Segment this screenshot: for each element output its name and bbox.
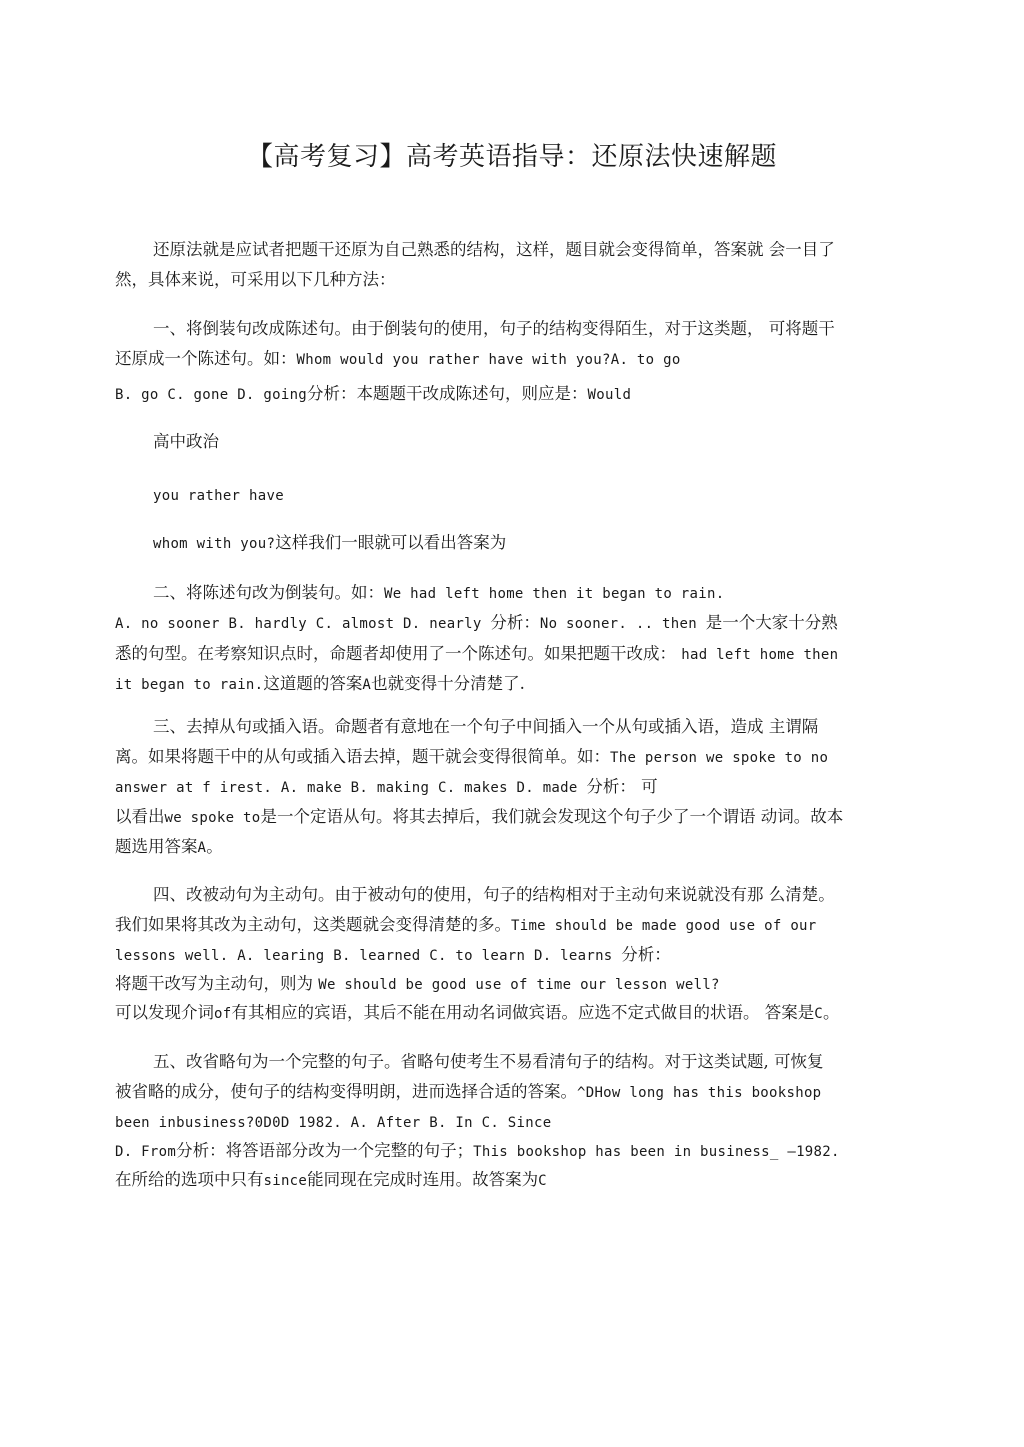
text-run: 分析： [490, 613, 540, 632]
document-title: 【高考复习】高考英语指导：还原法快速解题 [246, 142, 777, 172]
text-run-latin: Whom would you rather have with you?A. to go [296, 352, 681, 368]
text-run-latin: A [197, 840, 207, 856]
paragraph-line [115, 272, 396, 289]
text-run-latin: ^DHow long has this bookshop [577, 1085, 822, 1101]
text-run: 高中政治 [153, 432, 219, 451]
paragraph-line [153, 535, 506, 552]
text-run-latin: had left home then [681, 647, 839, 663]
paragraph-line [115, 976, 720, 993]
text-run-latin: answer at f irest. A. make B. making C. makes D. made [115, 780, 587, 796]
text-run: 将题干改写为主动句，则为 [115, 974, 319, 993]
text-run: 是一个定语从句。将其去掉后，我们就会发现这个句子少了一个谓语 动词。故本 [260, 807, 844, 826]
text-run: 然，具体来说，可采用以下几种方法： [115, 270, 396, 289]
text-run: 。 [822, 1003, 840, 1022]
text-run: 有其相应的宾语，其后不能在用动名词做宾语。应选不定式做目的状语。 答案是 [231, 1003, 815, 1022]
text-run-latin: lessons well. A. learing B. learned C. to learn D. learns [115, 948, 622, 964]
text-run: 是一个大家十分熟 [705, 613, 838, 632]
text-run: 离。如果将题干中的从句或插入语去掉，题干就会变得很简单。如： [115, 747, 610, 766]
text-run-latin: A [362, 677, 372, 693]
text-run: 这样我们一眼就可以看出答案为 [275, 533, 507, 552]
text-run: 题选用答案 [115, 837, 198, 856]
text-run-latin: C [538, 1173, 547, 1189]
paragraph-line [115, 351, 681, 368]
text-run-latin: A. no sooner B. hardly C. almost D. nearly [115, 616, 491, 632]
paragraph-line [153, 487, 284, 504]
text-run-latin: We had left home then it began to rain. [384, 586, 725, 602]
paragraph-line [115, 676, 525, 693]
text-run: 还原法就是应试者把题干还原为自己熟悉的结构，这样，题目就会变得简单，答案就 会一目了 [153, 240, 835, 259]
paragraph-line [115, 1084, 821, 1101]
text-run-latin: D. From [115, 1144, 177, 1160]
text-run: 被省略的成分，使句子的结构变得明朗，进而选择合适的答案。 [115, 1082, 577, 1101]
text-run: 一、将倒装句改成陈述句。由于倒装句的使用，句子的结构变得陌生，对于这类题， 可将题干 [153, 319, 835, 338]
paragraph-line [115, 1114, 551, 1131]
paragraph-line [115, 947, 671, 964]
paragraph-line [115, 779, 658, 796]
paragraph-line [115, 809, 843, 826]
paragraph-line [115, 917, 817, 934]
text-run-latin: it began to rain. [115, 677, 264, 693]
text-run: 三、去掉从句或插入语。命题者有意地在一个句子中间插入一个从句或插入语，造成 主谓隔 [153, 717, 819, 736]
paragraph-line [115, 615, 838, 632]
text-run-latin: C [814, 1006, 823, 1022]
paragraph-line [153, 434, 219, 451]
text-run: 四、改被动句为主动句。由于被动句的使用，句子的结构相对于主动句来说就没有那 么清楚。 [153, 885, 835, 904]
paragraph-line [153, 1054, 824, 1071]
text-run: 悉的句型。在考察知识点时，命题者却使用了一个陈述句。如果把题干改成： [115, 644, 682, 663]
text-run: 二、将陈述句改为倒装句。如： [153, 583, 384, 602]
text-run: 还原成一个陈述句。如： [115, 349, 297, 368]
text-run-latin: Would [587, 387, 632, 403]
paragraph-line [115, 749, 828, 766]
text-run-latin: This bookshop has been in business_ —1982. [473, 1144, 840, 1160]
text-run: 能同现在完成时连用。故答案为 [307, 1170, 539, 1189]
paragraph-line [115, 386, 631, 403]
text-run-latin: No sooner. .. then [539, 616, 706, 632]
text-run: 分析：将答语部分改为一个完整的句子； [176, 1141, 474, 1160]
text-run: 在所给的选项中只有 [115, 1170, 264, 1189]
text-run: 我们如果将其改为主动句，这类题就会变得清楚的多。 [115, 915, 511, 934]
text-run: 。 [206, 837, 223, 856]
text-run: 以看出 [115, 807, 165, 826]
text-run: 分析： 可 [586, 777, 658, 796]
paragraph-line [153, 887, 835, 904]
paragraph-line [153, 585, 724, 602]
paragraph-line [115, 1143, 840, 1160]
paragraph-line [115, 1172, 547, 1189]
paragraph-line [153, 242, 835, 259]
text-run-latin: B. go C. gone D. going [115, 387, 308, 403]
text-run: 分析： [621, 945, 671, 964]
text-run-latin: whom with you? [153, 536, 276, 552]
text-run-latin: you rather have [153, 488, 284, 504]
paragraph-line [153, 719, 818, 736]
text-run: 五、改省略句为一个完整的句子。省略句使考生不易看清句子的结构。对于这类试题, 可恢复 [153, 1052, 824, 1071]
text-run-latin: since [263, 1173, 308, 1189]
text-run-latin: been inbusiness?0D0D 1982. A. After B. In C. Since [115, 1115, 552, 1131]
text-run: 分析：本题题干改成陈述句，则应是： [307, 384, 588, 403]
paragraph-line [115, 1005, 839, 1022]
text-run: 这道题的答案 [263, 674, 363, 693]
text-run-latin: We should be good use of time our lesson well? [318, 977, 720, 993]
text-run: 可以发现介词 [115, 1003, 214, 1022]
text-run-latin: Time should be made good use of our [511, 918, 817, 934]
paragraph-line [115, 646, 838, 663]
text-run: 也就变得十分清楚了. [371, 674, 525, 693]
text-run-latin: The person we spoke to no [610, 750, 829, 766]
text-run-latin: of [214, 1006, 232, 1022]
paragraph-line [153, 321, 835, 338]
paragraph-line [115, 839, 223, 856]
text-run-latin: we spoke to [164, 810, 261, 826]
